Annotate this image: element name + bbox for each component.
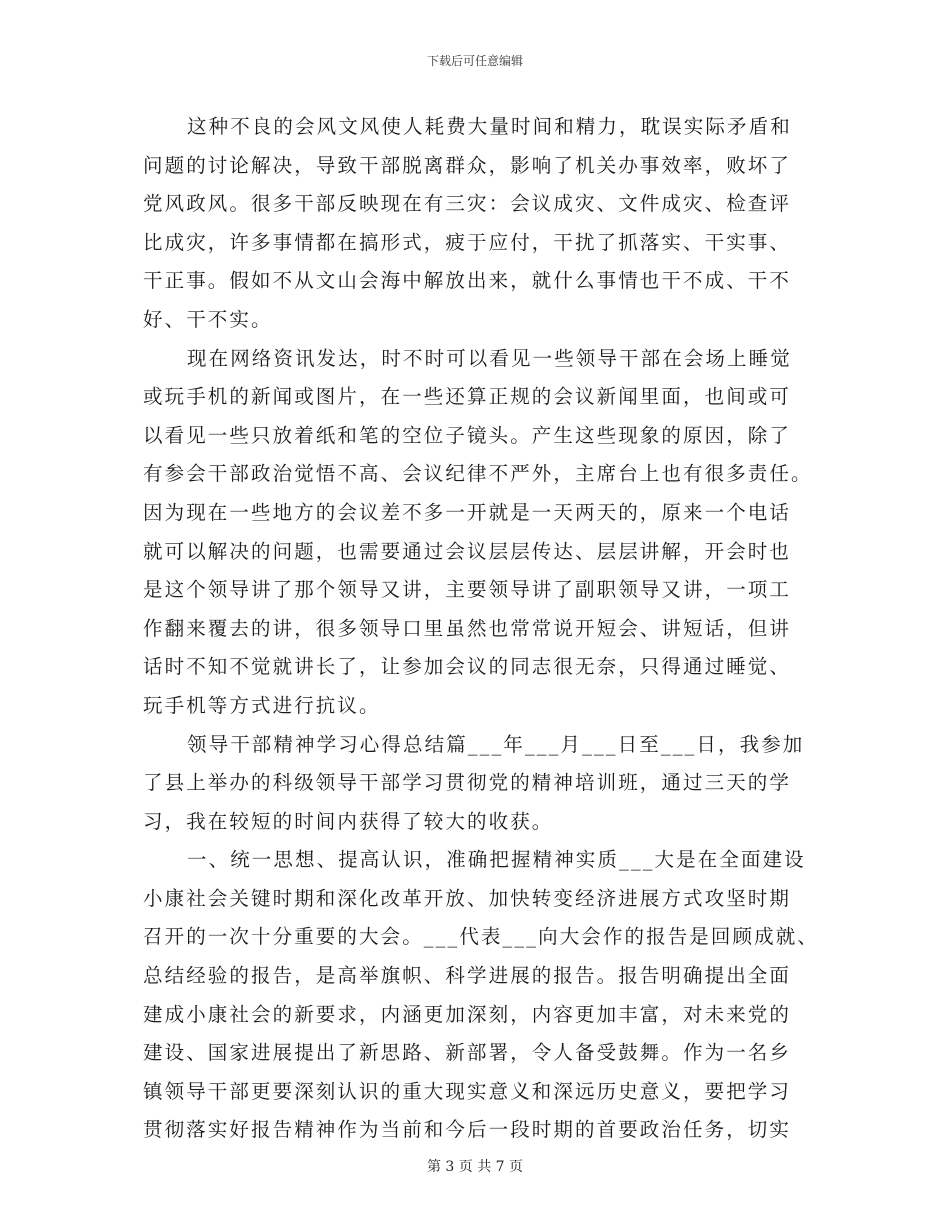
paragraph-line: 话时不知不觉就讲长了，让参加会议的同志很无奈，只得通过睡觉、 (143, 655, 792, 679)
paragraph (143, 726, 805, 842)
paragraph-line: 总结经验的报告，是高举旗帜、科学进展的报告。报告明确提出全面 (143, 964, 792, 988)
paragraph-line: 玩手机等方式进行抗议。 (143, 693, 381, 717)
paragraph-line: 好、干不实。 (143, 307, 273, 331)
paragraph-line: 或玩手机的新闻或图片，在一些还算正规的会议新闻里面，也间或可 (143, 385, 792, 409)
paragraph-line: 召开的一次十分重要的大会。___代表___向大会作的报告是回顾成就、 (143, 925, 819, 949)
paragraph-line: 是这个领导讲了那个领导又讲，主要领导讲了副职领导又讲，一项工 (143, 578, 792, 602)
paragraph-line: 建设、国家进展提出了新思路、新部署，令人备受鼓舞。作为一名乡 (143, 1041, 792, 1065)
paragraph-line: 干正事。假如不从文山会海中解放出来，就什么事情也干不成、干不 (143, 269, 792, 293)
paragraph-line: 了县上举办的科级领导干部学习贯彻党的精神培训班，通过三天的学 (143, 771, 792, 795)
paragraph-line: 习，我在较短的时间内获得了较大的收获。 (143, 809, 554, 833)
paragraph-line: 这种不良的会风文风使人耗费大量时间和精力，耽误实际矛盾和 (187, 115, 792, 138)
paragraph-line: 建成小康社会的新要求，内涵更加深刻，内容更加丰富，对未来党的 (143, 1002, 792, 1026)
paragraph-line: 现在网络资讯发达，时不时可以看见一些领导干部在会场上睡觉 (187, 346, 792, 370)
paragraph-line: 党风政风。很多干部反映现在有三灾：会议成灾、文件成灾、检查评 (143, 192, 792, 216)
paragraph-line: 小康社会关键时期和深化改革开放、加快转变经济进展方式攻坚时期 (143, 886, 792, 910)
paragraph-line: 就可以解决的问题，也需要通过会议层层传达、层层讲解，开会时也 (143, 539, 792, 563)
paragraph-line: 一、统一思想、提高认识，准确把握精神实质___大是在全面建设 (187, 848, 806, 872)
header-note: 下载后可任意编辑 (426, 54, 523, 68)
page-number: 第 3 页 共 7 页 (426, 1159, 524, 1175)
paragraph-line: 镇领导干部更要深刻认识的重大现实意义和深远历史意义，要把学习 (143, 1079, 792, 1103)
document-body (143, 108, 819, 1150)
paragraph-line: 以看见一些只放着纸和笔的空位子镜头。产生这些现象的原因，除了 (143, 423, 792, 447)
paragraph (143, 340, 813, 726)
paragraph-line: 比成灾，许多事情都在搞形式，疲于应付，干扰了抓落实、干实事、 (143, 230, 792, 254)
paragraph-line: 问题的讨论解决，导致干部脱离群众，影响了机关办事效率，败坏了 (143, 153, 792, 177)
paragraph-line: 贯彻落实好报告精神作为当前和今后一段时期的首要政治任务，切实 (143, 1118, 792, 1142)
paragraph-line: 有参会干部政治觉悟不高、会议纪律不严外，主席台上也有很多责任。 (143, 462, 813, 486)
paragraph (143, 108, 805, 340)
paragraph-line: 领导干部精神学习心得总结篇___年___月___日至___日，我参加 (187, 732, 805, 756)
paragraph-line: 作翻来覆去的讲，很多领导口里虽然也常常说开短会、讲短话，但讲 (143, 616, 792, 640)
paragraph-line: 因为现在一些地方的会议差不多一开就是一天两天的，原来一个电话 (143, 500, 792, 524)
paragraph (143, 841, 819, 1150)
